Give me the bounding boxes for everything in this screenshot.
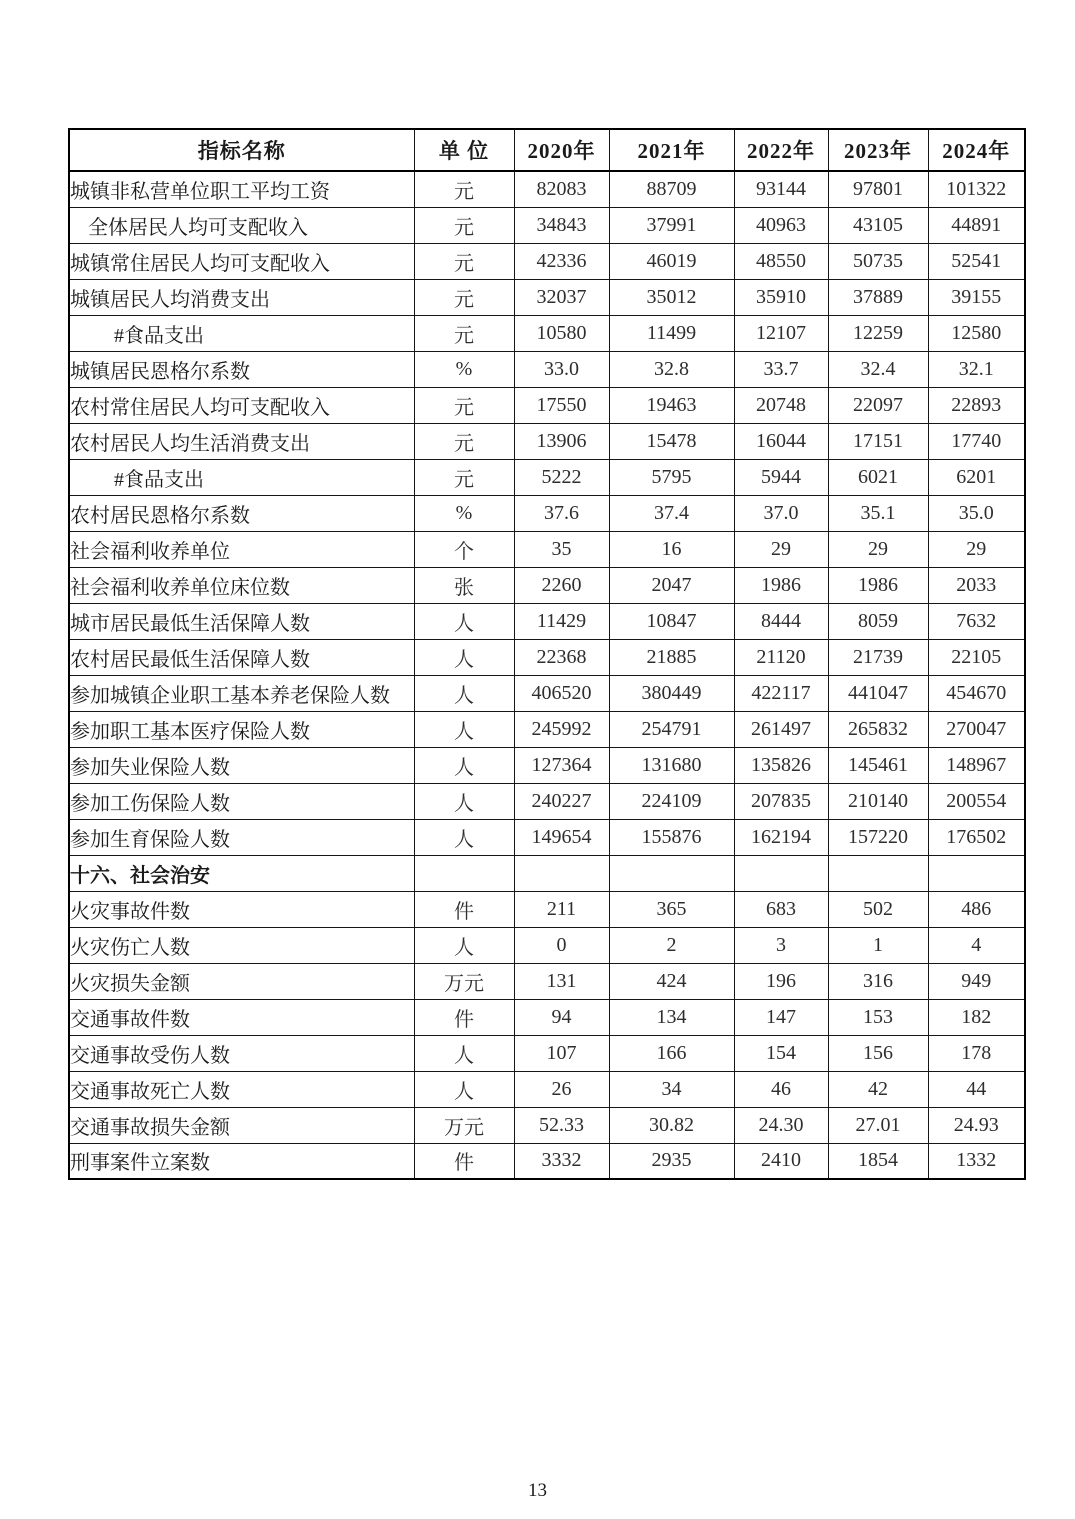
column-header: 2023年 bbox=[828, 129, 928, 171]
value-cell bbox=[514, 855, 609, 891]
indicator-name: 交通事故受伤人数 bbox=[69, 1035, 414, 1071]
value-cell: 39155 bbox=[928, 279, 1025, 315]
value-cell: 10580 bbox=[514, 315, 609, 351]
value-cell: 200554 bbox=[928, 783, 1025, 819]
value-cell: 5944 bbox=[734, 459, 828, 495]
value-cell: 2047 bbox=[609, 567, 734, 603]
value-cell: 6021 bbox=[828, 459, 928, 495]
indicator-name: 农村居民最低生活保障人数 bbox=[69, 639, 414, 675]
indicator-name: 农村居民人均生活消费支出 bbox=[69, 423, 414, 459]
indicator-name: #食品支出 bbox=[69, 315, 414, 351]
value-cell: 40963 bbox=[734, 207, 828, 243]
unit-cell: 元 bbox=[414, 279, 514, 315]
page-number: 13 bbox=[528, 1480, 547, 1501]
value-cell: 502 bbox=[828, 891, 928, 927]
table-row bbox=[69, 927, 1025, 963]
value-cell: 316 bbox=[828, 963, 928, 999]
value-cell: 27.01 bbox=[828, 1107, 928, 1143]
indicator-name: 交通事故死亡人数 bbox=[69, 1071, 414, 1107]
indicator-name: 城镇居民恩格尔系数 bbox=[69, 351, 414, 387]
value-cell: 35012 bbox=[609, 279, 734, 315]
table-row bbox=[69, 639, 1025, 675]
indicator-name: 社会福利收养单位床位数 bbox=[69, 567, 414, 603]
value-cell: 35910 bbox=[734, 279, 828, 315]
value-cell: 7632 bbox=[928, 603, 1025, 639]
table-row bbox=[69, 243, 1025, 279]
value-cell: 154 bbox=[734, 1035, 828, 1071]
value-cell: 8059 bbox=[828, 603, 928, 639]
value-cell: 1986 bbox=[828, 567, 928, 603]
value-cell: 48550 bbox=[734, 243, 828, 279]
indicator-name: 火灾伤亡人数 bbox=[69, 927, 414, 963]
value-cell: 20748 bbox=[734, 387, 828, 423]
value-cell: 2935 bbox=[609, 1143, 734, 1179]
value-cell bbox=[609, 855, 734, 891]
table-row bbox=[69, 1035, 1025, 1071]
indicator-name: 城镇非私营单位职工平均工资 bbox=[69, 171, 414, 207]
unit-cell: 人 bbox=[414, 603, 514, 639]
value-cell: 15478 bbox=[609, 423, 734, 459]
indicator-name: 城市居民最低生活保障人数 bbox=[69, 603, 414, 639]
value-cell: 270047 bbox=[928, 711, 1025, 747]
indicator-name: 参加城镇企业职工基本养老保险人数 bbox=[69, 675, 414, 711]
value-cell: 156 bbox=[828, 1035, 928, 1071]
value-cell: 2410 bbox=[734, 1143, 828, 1179]
value-cell: 21120 bbox=[734, 639, 828, 675]
value-cell: 29 bbox=[828, 531, 928, 567]
indicator-name: 农村居民恩格尔系数 bbox=[69, 495, 414, 531]
value-cell: 3 bbox=[734, 927, 828, 963]
indicator-name: 火灾损失金额 bbox=[69, 963, 414, 999]
value-cell: 486 bbox=[928, 891, 1025, 927]
value-cell: 683 bbox=[734, 891, 828, 927]
unit-cell: 人 bbox=[414, 819, 514, 855]
value-cell: 4 bbox=[928, 927, 1025, 963]
unit-cell: 元 bbox=[414, 171, 514, 207]
value-cell: 22105 bbox=[928, 639, 1025, 675]
column-header: 指标名称 bbox=[69, 129, 414, 171]
value-cell bbox=[828, 855, 928, 891]
value-cell: 182 bbox=[928, 999, 1025, 1035]
unit-cell: 人 bbox=[414, 927, 514, 963]
value-cell: 245992 bbox=[514, 711, 609, 747]
value-cell: 97801 bbox=[828, 171, 928, 207]
value-cell: 17550 bbox=[514, 387, 609, 423]
unit-cell: 件 bbox=[414, 1143, 514, 1179]
table-row bbox=[69, 459, 1025, 495]
value-cell: 127364 bbox=[514, 747, 609, 783]
column-header: 2021年 bbox=[609, 129, 734, 171]
table-row bbox=[69, 423, 1025, 459]
unit-cell bbox=[414, 855, 514, 891]
value-cell: 240227 bbox=[514, 783, 609, 819]
unit-cell: 件 bbox=[414, 999, 514, 1035]
value-cell: 46019 bbox=[609, 243, 734, 279]
unit-cell: 元 bbox=[414, 207, 514, 243]
value-cell bbox=[734, 855, 828, 891]
value-cell: 149654 bbox=[514, 819, 609, 855]
value-cell bbox=[928, 855, 1025, 891]
unit-cell: 人 bbox=[414, 783, 514, 819]
value-cell: 34 bbox=[609, 1071, 734, 1107]
unit-cell: 人 bbox=[414, 747, 514, 783]
column-header: 2022年 bbox=[734, 129, 828, 171]
unit-cell: 人 bbox=[414, 675, 514, 711]
unit-cell: 人 bbox=[414, 639, 514, 675]
unit-cell: 张 bbox=[414, 567, 514, 603]
value-cell: 2260 bbox=[514, 567, 609, 603]
indicator-name: #食品支出 bbox=[69, 459, 414, 495]
value-cell: 261497 bbox=[734, 711, 828, 747]
indicator-name: 城镇居民人均消费支出 bbox=[69, 279, 414, 315]
table-row bbox=[69, 495, 1025, 531]
indicator-name: 参加生育保险人数 bbox=[69, 819, 414, 855]
value-cell: 37889 bbox=[828, 279, 928, 315]
value-cell: 153 bbox=[828, 999, 928, 1035]
value-cell: 33.7 bbox=[734, 351, 828, 387]
table-row bbox=[69, 351, 1025, 387]
column-header: 2024年 bbox=[928, 129, 1025, 171]
unit-cell: 元 bbox=[414, 387, 514, 423]
table-row bbox=[69, 963, 1025, 999]
table-row bbox=[69, 531, 1025, 567]
unit-cell: % bbox=[414, 351, 514, 387]
unit-cell: 万元 bbox=[414, 1107, 514, 1143]
table-row bbox=[69, 999, 1025, 1035]
value-cell: 178 bbox=[928, 1035, 1025, 1071]
value-cell: 155876 bbox=[609, 819, 734, 855]
value-cell: 12580 bbox=[928, 315, 1025, 351]
value-cell: 1854 bbox=[828, 1143, 928, 1179]
table-row bbox=[69, 675, 1025, 711]
value-cell: 32.8 bbox=[609, 351, 734, 387]
value-cell: 441047 bbox=[828, 675, 928, 711]
value-cell: 37.4 bbox=[609, 495, 734, 531]
value-cell: 42 bbox=[828, 1071, 928, 1107]
table-row bbox=[69, 567, 1025, 603]
value-cell: 162194 bbox=[734, 819, 828, 855]
value-cell: 21739 bbox=[828, 639, 928, 675]
unit-cell: 件 bbox=[414, 891, 514, 927]
value-cell: 12259 bbox=[828, 315, 928, 351]
table-body bbox=[69, 171, 1025, 1179]
column-header: 单 位 bbox=[414, 129, 514, 171]
value-cell: 365 bbox=[609, 891, 734, 927]
unit-cell: 元 bbox=[414, 459, 514, 495]
table-row bbox=[69, 1107, 1025, 1143]
table-row bbox=[69, 207, 1025, 243]
value-cell: 211 bbox=[514, 891, 609, 927]
value-cell: 17740 bbox=[928, 423, 1025, 459]
value-cell: 16 bbox=[609, 531, 734, 567]
value-cell: 93144 bbox=[734, 171, 828, 207]
statistics-table bbox=[68, 128, 1026, 1180]
value-cell: 265832 bbox=[828, 711, 928, 747]
indicator-name: 参加失业保险人数 bbox=[69, 747, 414, 783]
indicator-name: 火灾事故件数 bbox=[69, 891, 414, 927]
value-cell: 52541 bbox=[928, 243, 1025, 279]
value-cell: 50735 bbox=[828, 243, 928, 279]
unit-cell: % bbox=[414, 495, 514, 531]
unit-cell: 人 bbox=[414, 1071, 514, 1107]
value-cell: 19463 bbox=[609, 387, 734, 423]
unit-cell: 人 bbox=[414, 711, 514, 747]
value-cell: 424 bbox=[609, 963, 734, 999]
value-cell: 94 bbox=[514, 999, 609, 1035]
value-cell: 176502 bbox=[928, 819, 1025, 855]
value-cell: 88709 bbox=[609, 171, 734, 207]
value-cell: 37.6 bbox=[514, 495, 609, 531]
value-cell: 26 bbox=[514, 1071, 609, 1107]
unit-cell: 元 bbox=[414, 315, 514, 351]
table-row bbox=[69, 819, 1025, 855]
value-cell: 207835 bbox=[734, 783, 828, 819]
value-cell: 30.82 bbox=[609, 1107, 734, 1143]
unit-cell: 万元 bbox=[414, 963, 514, 999]
table-row bbox=[69, 315, 1025, 351]
value-cell: 24.30 bbox=[734, 1107, 828, 1143]
table-row bbox=[69, 1071, 1025, 1107]
indicator-name: 社会福利收养单位 bbox=[69, 531, 414, 567]
table-row bbox=[69, 171, 1025, 207]
value-cell: 13906 bbox=[514, 423, 609, 459]
value-cell: 6201 bbox=[928, 459, 1025, 495]
value-cell: 24.93 bbox=[928, 1107, 1025, 1143]
value-cell: 5795 bbox=[609, 459, 734, 495]
value-cell: 1332 bbox=[928, 1143, 1025, 1179]
value-cell: 82083 bbox=[514, 171, 609, 207]
value-cell: 46 bbox=[734, 1071, 828, 1107]
table-row bbox=[69, 387, 1025, 423]
table-row bbox=[69, 891, 1025, 927]
value-cell: 17151 bbox=[828, 423, 928, 459]
unit-cell: 元 bbox=[414, 423, 514, 459]
indicator-name: 十六、社会治安 bbox=[69, 855, 414, 891]
table-row bbox=[69, 747, 1025, 783]
value-cell: 254791 bbox=[609, 711, 734, 747]
value-cell: 101322 bbox=[928, 171, 1025, 207]
value-cell: 2033 bbox=[928, 567, 1025, 603]
value-cell: 148967 bbox=[928, 747, 1025, 783]
value-cell: 10847 bbox=[609, 603, 734, 639]
value-cell: 131 bbox=[514, 963, 609, 999]
unit-cell: 元 bbox=[414, 243, 514, 279]
value-cell: 35 bbox=[514, 531, 609, 567]
section-row bbox=[69, 855, 1025, 891]
value-cell: 42336 bbox=[514, 243, 609, 279]
value-cell: 22893 bbox=[928, 387, 1025, 423]
indicator-name: 刑事案件立案数 bbox=[69, 1143, 414, 1179]
value-cell: 34843 bbox=[514, 207, 609, 243]
value-cell: 134 bbox=[609, 999, 734, 1035]
column-header: 2020年 bbox=[514, 129, 609, 171]
unit-cell: 人 bbox=[414, 1035, 514, 1071]
value-cell: 32.4 bbox=[828, 351, 928, 387]
indicator-name: 参加职工基本医疗保险人数 bbox=[69, 711, 414, 747]
value-cell: 44891 bbox=[928, 207, 1025, 243]
value-cell: 35.1 bbox=[828, 495, 928, 531]
indicator-name: 交通事故损失金额 bbox=[69, 1107, 414, 1143]
value-cell: 3332 bbox=[514, 1143, 609, 1179]
value-cell: 135826 bbox=[734, 747, 828, 783]
value-cell: 2 bbox=[609, 927, 734, 963]
value-cell: 33.0 bbox=[514, 351, 609, 387]
value-cell: 210140 bbox=[828, 783, 928, 819]
value-cell: 380449 bbox=[609, 675, 734, 711]
value-cell: 196 bbox=[734, 963, 828, 999]
value-cell: 131680 bbox=[609, 747, 734, 783]
table-row bbox=[69, 603, 1025, 639]
value-cell: 11499 bbox=[609, 315, 734, 351]
value-cell: 157220 bbox=[828, 819, 928, 855]
table-row bbox=[69, 1143, 1025, 1179]
value-cell: 43105 bbox=[828, 207, 928, 243]
value-cell: 32037 bbox=[514, 279, 609, 315]
value-cell: 44 bbox=[928, 1071, 1025, 1107]
value-cell: 1 bbox=[828, 927, 928, 963]
value-cell: 16044 bbox=[734, 423, 828, 459]
indicator-name: 交通事故件数 bbox=[69, 999, 414, 1035]
value-cell: 22368 bbox=[514, 639, 609, 675]
table-row bbox=[69, 279, 1025, 315]
value-cell: 224109 bbox=[609, 783, 734, 819]
value-cell: 52.33 bbox=[514, 1107, 609, 1143]
value-cell: 12107 bbox=[734, 315, 828, 351]
value-cell: 5222 bbox=[514, 459, 609, 495]
value-cell: 21885 bbox=[609, 639, 734, 675]
table-row bbox=[69, 711, 1025, 747]
indicator-name: 农村常住居民人均可支配收入 bbox=[69, 387, 414, 423]
value-cell: 8444 bbox=[734, 603, 828, 639]
value-cell: 147 bbox=[734, 999, 828, 1035]
indicator-name: 全体居民人均可支配收入 bbox=[69, 207, 414, 243]
value-cell: 107 bbox=[514, 1035, 609, 1071]
value-cell: 29 bbox=[928, 531, 1025, 567]
unit-cell: 个 bbox=[414, 531, 514, 567]
value-cell: 22097 bbox=[828, 387, 928, 423]
value-cell: 11429 bbox=[514, 603, 609, 639]
value-cell: 35.0 bbox=[928, 495, 1025, 531]
value-cell: 37991 bbox=[609, 207, 734, 243]
table-header-row bbox=[69, 129, 1025, 171]
value-cell: 145461 bbox=[828, 747, 928, 783]
value-cell: 29 bbox=[734, 531, 828, 567]
value-cell: 37.0 bbox=[734, 495, 828, 531]
indicator-name: 参加工伤保险人数 bbox=[69, 783, 414, 819]
value-cell: 32.1 bbox=[928, 351, 1025, 387]
value-cell: 0 bbox=[514, 927, 609, 963]
value-cell: 422117 bbox=[734, 675, 828, 711]
value-cell: 1986 bbox=[734, 567, 828, 603]
table-row bbox=[69, 783, 1025, 819]
value-cell: 166 bbox=[609, 1035, 734, 1071]
value-cell: 949 bbox=[928, 963, 1025, 999]
value-cell: 454670 bbox=[928, 675, 1025, 711]
indicator-name: 城镇常住居民人均可支配收入 bbox=[69, 243, 414, 279]
value-cell: 406520 bbox=[514, 675, 609, 711]
